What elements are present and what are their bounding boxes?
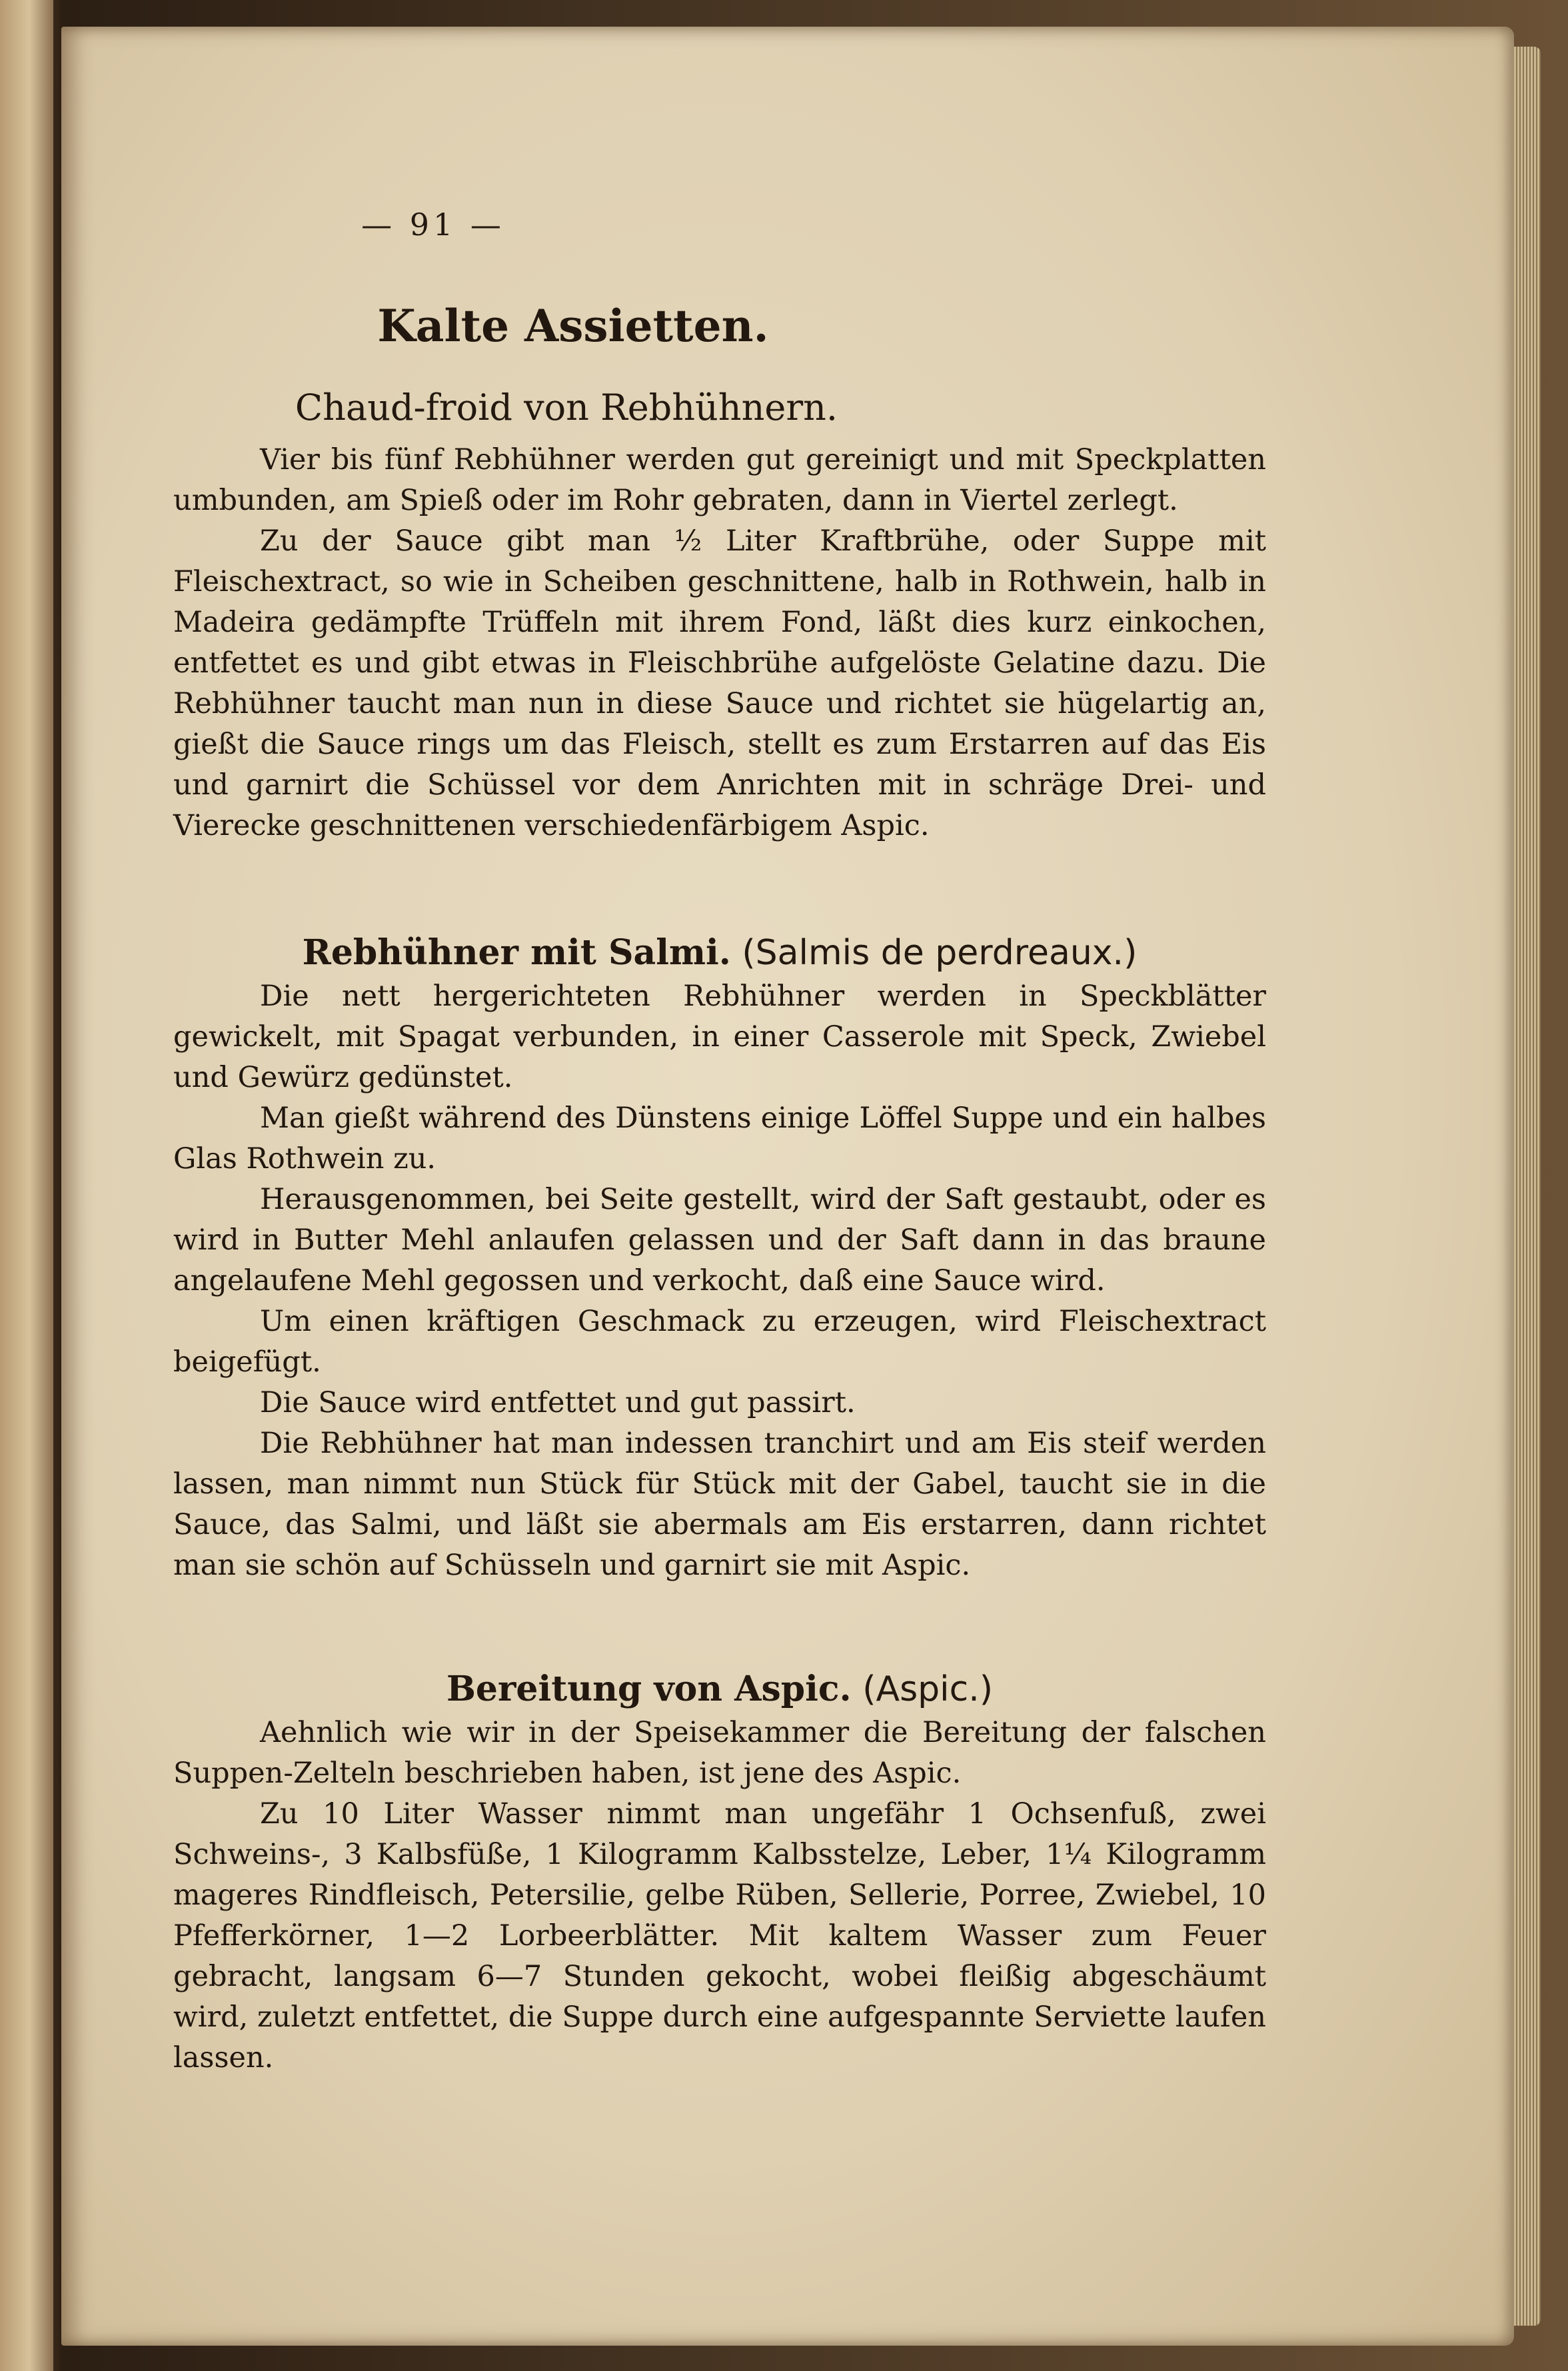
paragraph: Herausgenommen, bei Seite gestellt, wird der Saft gestaubt, oder es wird in Butter Mehl anlaufen gelassen und der Saft dann in das braune angelaufene Mehl gegossen und verkocht, daß eine Sauce wird. xyxy=(173,1183,1266,1297)
page-stack-edge xyxy=(1514,47,1541,2326)
recipe-title-aspic xyxy=(173,1666,1266,1713)
chapter-heading: Kalte Assietten. xyxy=(377,300,769,352)
page-number: — 91 — xyxy=(361,207,505,243)
paragraph: Die Sauce wird entfettet und gut passirt. xyxy=(260,1386,856,1419)
recipe-title-salmi-fr: (Salmis de perdreaux.) xyxy=(742,933,1138,973)
paragraph: Die Rebhühner hat man indessen tranchirt und am Eis steif werden lassen, man nimmt nun Stück für Stück mit der Gabel, taucht sie in die Sauce, das Salmi, und läßt sie abermals am Eis erstarren, dann richtet man sie schön auf Schüsseln und garnirt sie mit Aspic. xyxy=(173,1427,1266,1582)
paragraph: Vier bis fünf Rebhühner werden gut gereinigt und mit Speckplatten umbunden, am Spieß oder im Rohr gebraten, dann in Viertel zerlegt. xyxy=(173,443,1266,517)
paragraph: Aehnlich wie wir in der Speisekammer die Bereitung der falschen Suppen-Zelteln beschrieben haben, ist jene des Aspic. xyxy=(173,1716,1266,1790)
paragraph: Die nett hergerichteten Rebhühner werden in Speckblätter gewickelt, mit Spagat verbunden, in einer Casserole mit Speck, Zwiebel und Gewürz gedünstet. xyxy=(173,980,1266,1094)
recipe-title-aspic-fr: (Aspic.) xyxy=(862,1669,994,1709)
recipe-title-salmi-de: Rebhühner mit Salmi. xyxy=(302,932,731,973)
section-chaud-froid xyxy=(173,440,1266,846)
recipe-title-aspic-de: Bereitung von Aspic. xyxy=(446,1669,852,1709)
paragraph: Zu der Sauce gibt man ½ Liter Kraftbrühe, oder Suppe mit Fleischextract, so wie in Scheiben geschnittene, halb in Rothwein, halb in Madeira gedämpfte Trüffeln mit ihrem Fond, läßt dies kurz einkochen, entfettet es und gibt etwas in Fleischbrühe aufgelöste Gelatine dazu. Die Rebhühner taucht man nun in diese Sauce und richtet sie hügelartig an, gießt die Sauce rings um das Fleisch, stellt es zum Erstarren auf das Eis und garnirt die Schüssel vor dem Anrichten mit in schräge Drei- und Vierecke geschnittenen verschiedenfärbigem Aspic. xyxy=(173,524,1266,842)
paragraph: Zu 10 Liter Wasser nimmt man ungefähr 1 Ochsenfuß, zwei Schweins-, 3 Kalbsfüße, 1 Kilogramm Kalbsstelze, Leber, 1¼ Kilogramm mageres Rindfleisch, Petersilie, gelbe Rüben, Sellerie, Porree, Zwiebel, 10 Pfefferkörner, 1—2 Lorbeerblätter. Mit kaltem Wasser zum Feuer gebracht, langsam 6—7 Stunden gekocht, wobei fleißig abgeschäumt wird, zuletzt entfettet, die Suppe durch eine aufgespannte Serviette laufen lassen. xyxy=(173,1797,1266,2074)
section-salmi xyxy=(173,930,1266,1586)
previous-page-edge xyxy=(0,0,53,2371)
paragraph: Um einen kräftigen Geschmack zu erzeugen, wird Fleischextract beigefügt. xyxy=(173,1305,1266,1379)
recipe-title-chaud-froid: Chaud-froid von Rebhühnern. xyxy=(295,387,838,428)
recipe-title-salmi xyxy=(173,930,1266,976)
paragraph: Man gießt während des Dünstens einige Löffel Suppe und ein halbes Glas Rothwein zu. xyxy=(173,1102,1266,1176)
section-aspic xyxy=(173,1666,1266,2078)
